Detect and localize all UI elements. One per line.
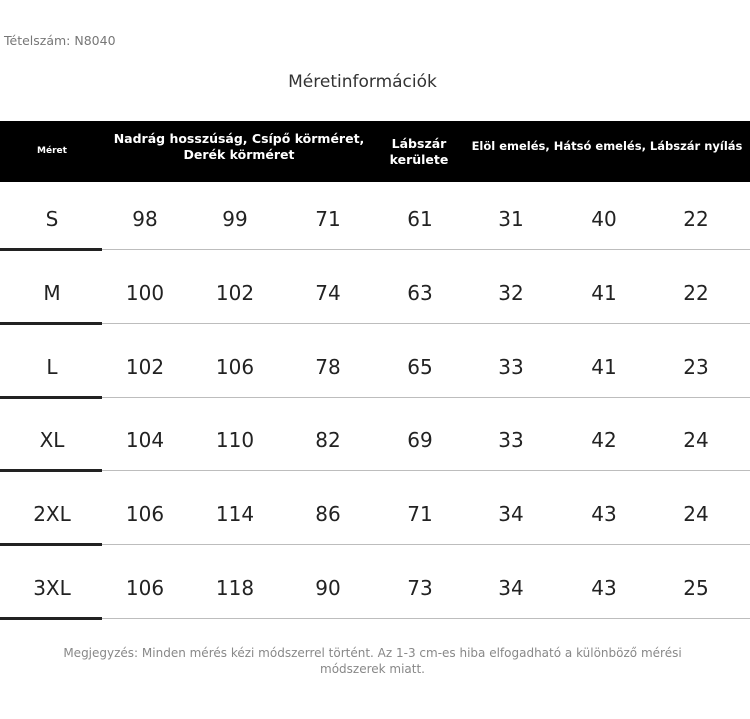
measurement-value: 102 (125, 354, 165, 379)
size-underline (0, 617, 102, 620)
header-size: Méret (37, 145, 67, 156)
table-row (0, 324, 750, 398)
measurement-value: 106 (125, 576, 165, 600)
table-row (0, 176, 750, 250)
measurement-value: 74 (315, 280, 341, 305)
measurement-value: 63 (407, 280, 433, 305)
page-title: Méretinformációk (288, 72, 437, 92)
measurement-value: 114 (215, 502, 255, 527)
measurement-value: 71 (407, 502, 433, 527)
size-label: 3XL (33, 576, 71, 600)
table-row (0, 471, 750, 545)
measurement-value: 32 (498, 280, 524, 305)
size-label: XL (39, 428, 65, 453)
measurement-value: 41 (591, 280, 617, 305)
measurement-value: 100 (125, 280, 165, 305)
measurement-value: 25 (683, 576, 709, 600)
measurement-value: 102 (215, 280, 255, 305)
table-row (0, 545, 750, 619)
header-rise-leg-opening: Elöl emelés, Hátsó emelés, Lábszár nyílás (471, 139, 743, 154)
measurement-value: 71 (315, 207, 341, 231)
measurement-value: 34 (498, 576, 524, 600)
measurement-value: 106 (125, 502, 165, 527)
measurement-value: 24 (683, 502, 709, 527)
measurement-value: 106 (215, 354, 255, 379)
measurement-value: 31 (498, 207, 524, 231)
size-label: L (46, 354, 58, 379)
header-length-hip-waist: Nadrág hosszúság, Csípő körméret, Derék körméret (113, 130, 365, 162)
measurement-value: 118 (215, 576, 255, 600)
header-leg-circumference: Lábszár kerülete (389, 135, 449, 167)
measurement-value: 24 (683, 428, 709, 453)
measurement-value: 65 (407, 354, 433, 379)
table-header (0, 121, 750, 182)
measurement-value: 90 (315, 576, 341, 600)
measurement-value: 110 (215, 428, 255, 453)
measurement-value: 104 (125, 428, 165, 453)
measurement-value: 33 (498, 428, 524, 453)
measurement-note: Megjegyzés: Minden mérés kézi módszerrel történt. Az 1-3 cm-es hiba elfogadható a különböző mérési módszerek miatt. (63, 646, 682, 676)
size-label: S (45, 207, 59, 231)
measurement-value: 23 (683, 354, 709, 379)
measurement-value: 73 (407, 576, 433, 600)
measurement-value: 43 (591, 502, 617, 527)
measurement-value: 42 (591, 428, 617, 453)
row-divider (0, 618, 750, 619)
item-number: Tételszám: N8040 (4, 33, 116, 48)
measurement-value: 22 (683, 207, 709, 231)
measurement-value: 43 (591, 576, 617, 600)
measurement-value: 82 (315, 428, 341, 453)
measurement-value: 34 (498, 502, 524, 527)
size-label: 2XL (33, 502, 71, 527)
measurement-value: 98 (132, 207, 158, 231)
measurement-value: 69 (407, 428, 433, 453)
table-row (0, 250, 750, 324)
measurement-value: 22 (683, 280, 709, 305)
size-label: M (43, 280, 61, 305)
table-row (0, 397, 750, 471)
measurement-value: 40 (591, 207, 617, 231)
measurement-value: 33 (498, 354, 524, 379)
measurement-value: 41 (591, 354, 617, 379)
measurement-value: 61 (407, 207, 433, 231)
measurement-value: 99 (222, 207, 248, 231)
measurement-value: 86 (315, 502, 341, 527)
measurement-value: 78 (315, 354, 341, 379)
